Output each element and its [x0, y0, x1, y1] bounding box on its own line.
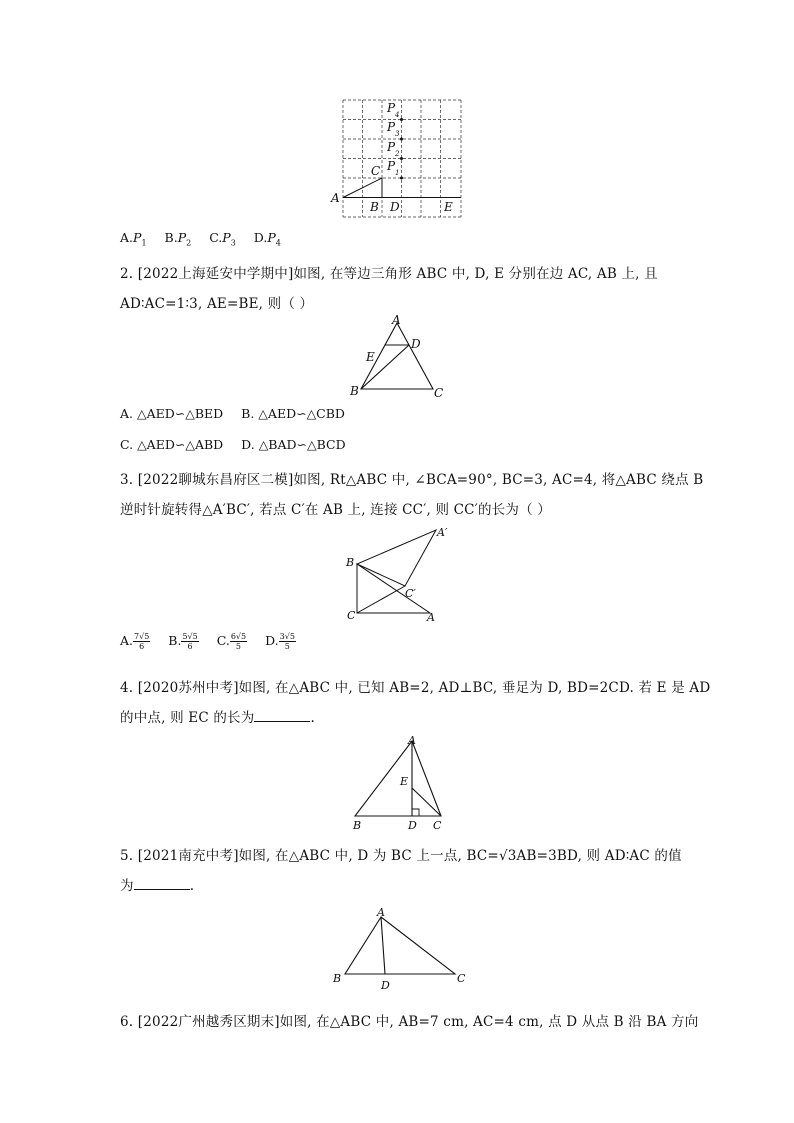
q1-label-a: A [331, 191, 340, 205]
q1-option-d[interactable]: $D.P_4$ [253, 230, 281, 248]
q1-point-p2 [400, 157, 403, 160]
q1-label-c: C [371, 164, 381, 178]
q2-triangle-figure [345, 313, 455, 400]
q4-label-c: C [433, 819, 442, 832]
q3-label-c-prime: C′ [405, 587, 416, 600]
q3-option-c[interactable]: C. $\frac{6√5}{5}$ [216, 632, 247, 651]
q2-label-d: D [411, 337, 421, 351]
q5-question-line2: 为 . [120, 878, 195, 894]
q1-sub-3: 3 [395, 130, 400, 138]
q4-label-a: A [408, 734, 416, 747]
q3-option-b[interactable]: B. $\frac{5√5}{6}$ [168, 632, 198, 651]
q1-sub-2: 2 [395, 150, 400, 158]
q3-option-a[interactable]: A. $\frac{7√5}{6}$ [120, 632, 150, 651]
q3-label-c: C [347, 609, 356, 622]
q3-options [120, 632, 310, 651]
q3-question-line2: 逆时针旋转得△A′BC′, 若点 C′在 AB 上, 连接 CC′, 则 CC′的长为（ ） [120, 502, 551, 518]
q1-label-b: B [370, 200, 379, 214]
q1-label-d: D [390, 200, 400, 214]
q5-answer-blank[interactable] [134, 877, 190, 890]
q2-label-c: C [434, 386, 444, 400]
q1-option-c[interactable]: $C.P_3$ [209, 230, 236, 248]
q3-label-a-prime: A′ [437, 526, 448, 539]
q2-options-row2 [120, 437, 360, 452]
q2-option-b[interactable]: B. △AED∽△CBD [241, 406, 345, 421]
q3-question-line1: 3. [2022聊城东昌府区二模]如图, Rt△ABC 中, ∠BCA=90°, BC=3, AC=4, 将△ABC 绕点 B [120, 472, 704, 488]
q4-label-b: B [353, 819, 362, 832]
q1-label-e: E [444, 200, 453, 214]
q1-point-p3 [400, 138, 403, 141]
q3-option-d[interactable]: D. $\frac{3√5}{5}$ [265, 632, 295, 651]
q2-question-line2: AD∶AC=1∶3, AE=BE, 则（ ） [120, 296, 314, 312]
q6-question-line1: 6. [2022广州越秀区期末]如图, 在△ABC 中, AB=7 cm, AC=4 cm, 点 D 从点 B 沿 BA 方向 [120, 1014, 699, 1030]
q1-label-p4: P [387, 101, 396, 115]
q1-sub-4: 4 [395, 111, 400, 119]
q2-label-a: A [392, 313, 401, 327]
q2-question-line1: 2. [2022上海延安中学期中]如图, 在等边三角形 ABC 中, D, E 分别在边 AC, AB 上, 且 [120, 266, 658, 282]
q2-option-a[interactable]: A. △AED∽△BED [120, 406, 224, 421]
q1-label-p2: P [387, 140, 396, 154]
q1-sub-1: 1 [395, 169, 400, 177]
q5-label-c: C [457, 972, 466, 985]
q3-label-b: B [346, 556, 355, 569]
q5-label-d: D [381, 979, 390, 992]
q4-question-line2: 的中点, 则 EC 的长为 . [120, 710, 315, 726]
q1-label-p1: P [387, 159, 396, 173]
q2-option-c[interactable]: C. △AED∽△ABD [120, 437, 224, 452]
q4-answer-blank[interactable] [254, 709, 310, 722]
q1-point-p1 [400, 177, 403, 180]
q4-triangle-figure [345, 732, 455, 832]
q4-label-d: D [408, 819, 417, 832]
q2-options-row1 [120, 406, 359, 421]
q1-option-b[interactable]: $B.P_2$ [164, 230, 192, 248]
q2-label-e: E [366, 350, 375, 364]
q4-label-e: E [400, 775, 409, 788]
q1-options [120, 230, 295, 248]
q5-triangle-figure [330, 902, 475, 994]
q3-label-a: A [427, 611, 435, 624]
q2-option-d[interactable]: D. △BAD∽△BCD [241, 437, 346, 452]
q4-question-line1: 4. [2020苏州中考]如图, 在△ABC 中, 已知 AB=2, AD⊥BC, 垂足为 D, BD=2CD. 若 E 是 AD [120, 680, 711, 696]
q1-point-p4 [400, 118, 403, 121]
q1-grid-figure [328, 95, 468, 220]
q2-label-b: B [350, 384, 359, 398]
q3-rotation-figure [342, 523, 457, 625]
q5-label-a: A [377, 906, 385, 919]
q5-label-b: B [333, 972, 342, 985]
q5-question-line1: 5. [2021南充中考]如图, 在△ABC 中, D 为 BC 上一点, BC=√3AB=3BD, 则 AD∶AC 的值 [120, 848, 682, 864]
q1-option-a[interactable]: $A.P_1$ [120, 230, 147, 248]
q1-label-p3: P [387, 120, 396, 134]
